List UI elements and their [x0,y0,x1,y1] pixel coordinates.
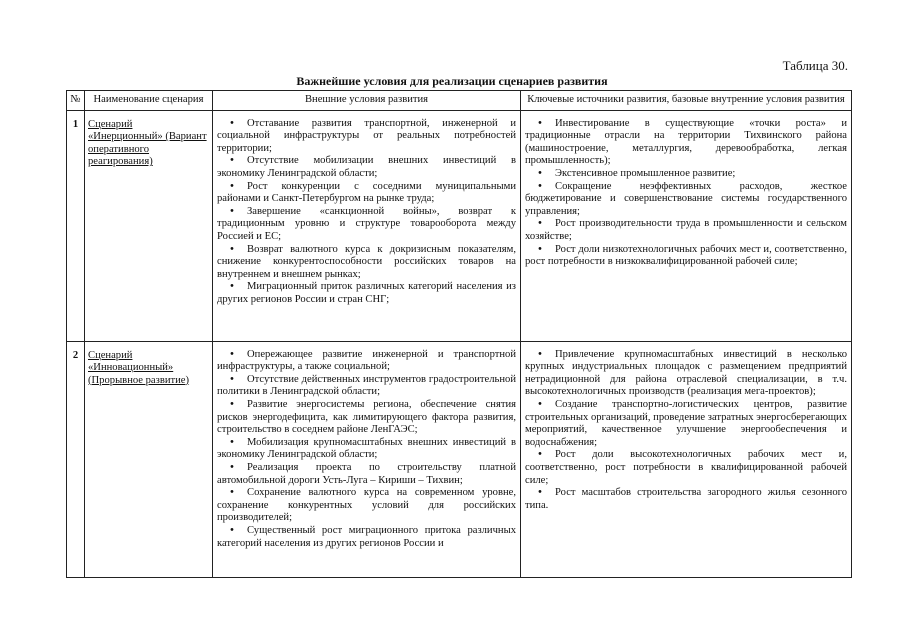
bullet-item [217,374,516,399]
bullet-item [217,349,516,374]
bullet-icon: • [230,461,234,473]
bullet-icon: • [230,243,234,255]
bullet-text: Отставание развития транспортной, инженерной и социальной инфраструктуры от реальных потребностей территории; [217,117,516,154]
bullet-item [217,437,516,462]
bullet-text: Сокращение неэффективных расходов, жесткое бюджетирование и совершенствование системы государственного управления; [525,180,847,217]
bullet-icon: • [230,205,234,217]
bullet-text: Сохранение валютного курса на современном уровне, сохранение конкурентных условий для российских производителей; [217,487,516,524]
scenarios-table [66,90,852,578]
bullet-icon: • [230,524,234,536]
scenario-name-text: Сценарий «Инерционный» (Вариант оперативного реагирования) [88,118,207,168]
bullet-icon: • [538,167,542,179]
bullet-item [525,449,847,487]
bullet-icon: • [230,487,234,499]
bullet-text: Опережающее развитие инженерной и транспортной инфраструктуры, а также социальной; [217,348,516,373]
bullet-item [217,244,516,282]
bullet-icon: • [538,487,542,499]
header-num: № [67,91,85,111]
external-conditions [213,341,521,577]
bullet-icon: • [538,117,542,129]
bullet-item [525,218,847,243]
bullet-item [217,399,516,437]
header-row [67,91,852,111]
row-num: 2 [67,341,85,577]
header-internal: Ключевые источники развития, базовые внутренние условия развития [521,91,852,111]
bullet-icon: • [538,243,542,255]
bullet-item [217,281,516,306]
bullet-text: Мобилизация крупномасштабных внешних инвестиций в экономику Ленинградской области; [217,436,516,461]
bullet-item [217,181,516,206]
bullet-icon: • [538,180,542,192]
bullet-item [525,244,847,269]
bullet-text: Экстенсивное промышленное развитие; [555,167,736,179]
scenario-name [85,110,213,341]
scenario-name-text: Сценарий «Инновационный» (Прорывное развитие) [88,349,190,386]
bullet-item [217,206,516,244]
bullet-text: Рост доли низкотехнологичных рабочих мест и, соответственно, рост потребности в низкоквалифицированной рабочей силе; [525,243,847,268]
bullet-icon: • [230,348,234,360]
bullet-text: Реализация проекта по строительству платной автомобильной дороги Усть-Луга – Кириши – Тихвин; [217,461,516,486]
table-title: Важнейшие условия для реализации сценариев развития [296,74,608,88]
bullet-icon: • [230,373,234,385]
bullet-item [217,525,516,550]
bullet-text: Создание транспортно-логистических центров, развитие строительных организаций, проведение затратных энергосберегающих мероприятий, качественное улучшение энергообеспечения и водоснабжения; [525,398,847,448]
internal-conditions [521,341,852,577]
bullet-item [525,399,847,449]
bullet-text: Рост масштабов строительства загородного жилья сезонного типа. [525,487,847,511]
bullet-icon: • [230,180,234,192]
bullet-text: Завершение «санкционной войны», возврат к традиционным уровню и структуре товарооборота между Россией и ЕС; [217,205,516,242]
bullet-icon: • [230,436,234,448]
bullet-icon: • [538,218,542,230]
bullet-icon: • [230,155,234,167]
bullet-item [525,181,847,219]
row-num: 1 [67,110,85,341]
bullet-item [525,349,847,399]
bullet-icon: • [230,281,234,293]
bullet-text: Возврат валютного курса к докризисным показателям, снижение конкурентоспособности российских товаров на внутреннем и внешнем рынках; [217,243,516,280]
bullet-item [217,155,516,180]
table-row [67,110,852,341]
bullet-text: Отсутствие мобилизации внешних инвестиций в экономику Ленинградской области; [217,155,516,179]
header-name: Наименование сценария [85,91,213,111]
header-external: Внешние условия развития [213,91,521,111]
bullet-text: Миграционный приток различных категорий населения из других регионов России и стран СНГ; [217,281,516,305]
bullet-text: Рост производительности труда в промышленности и сельском хозяйстве; [525,218,847,242]
table-number: Таблица 30. [782,58,848,73]
bullet-icon: • [538,398,542,410]
bullet-text: Развитие энергосистемы региона, обеспечение снятия рисков энергодефицита, как лимитирующего фактора развития, строительство в соседнем районе ЛенГАЭС; [217,398,516,436]
bullet-item [525,118,847,168]
bullet-item [525,487,847,512]
internal-conditions [521,110,852,341]
bullet-text: Инвестирование в существующие «точки роста» и традиционные отрасли на территории Тихвинского района (машиностроение, металлургия, деревообработка, легкая промышленность); [525,117,847,167]
scenario-name [85,341,213,577]
bullet-text: Рост конкуренции с соседними муниципальными районами и Санкт-Петербургом на рынке труда; [217,180,516,205]
bullet-item [525,168,847,181]
bullet-icon: • [538,348,542,360]
table-row [67,341,852,577]
bullet-item [217,118,516,156]
bullet-icon: • [230,398,234,410]
bullet-text: Существенный рост миграционного притока различных категорий населения из других регионов России и [217,524,516,549]
bullet-item [217,462,516,487]
bullet-text: Отсутствие действенных инструментов градостроительной политики в Ленинградской области; [217,373,516,398]
bullet-text: Рост доли высокотехнологичных рабочих мест и, соответственно, рост потребности в квалифицированной рабочей силе; [525,449,847,486]
bullet-icon: • [230,117,234,129]
bullet-icon: • [538,449,542,461]
bullet-text: Привлечение крупномасштабных инвестиций в несколько крупных индустриальных площадок с размещением предприятий нетрадиционной для района отраслевой специализации, в т.ч. высокотехнологичных производств (реализация мега-проектов); [525,348,847,398]
external-conditions [213,110,521,341]
bullet-item [217,487,516,525]
